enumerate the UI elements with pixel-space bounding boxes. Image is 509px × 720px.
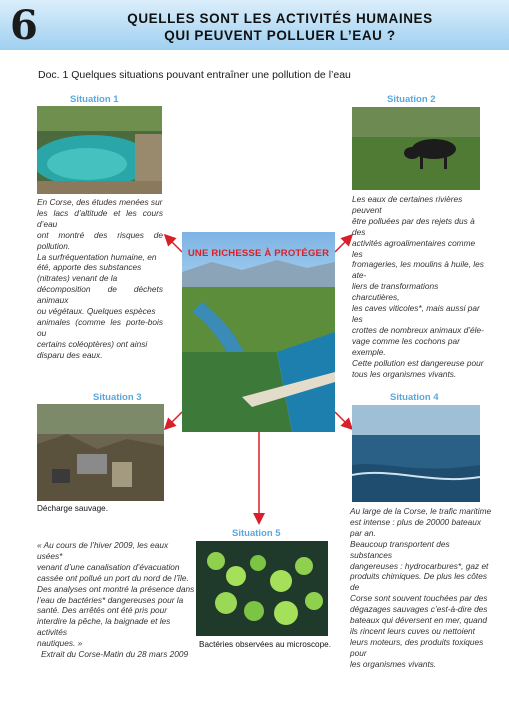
situation-5-label: Situation 5 <box>232 528 281 539</box>
situation-2-text: Les eaux de certaines rivières peuvent être polluées par des rejets dus à des activités agroalimentaires comme les fromageries, les moulins à huile, les ate- liers de transformations charcutières, les caves viticoles*, mais aussi par les crottes de nombreux animaux d’éle- vage comme les cochons par exemple. Cette pollution est dangereuse pour tous les organismes vivants. <box>352 194 484 379</box>
chapter-number: 6 <box>10 2 38 49</box>
situation-4-text: Au large de la Corse, le trafic maritime est intense : plus de 20000 bateaux par an. Beaucoup transportent des substances dangereuses : hydrocarbures*, gaz et produits chimiques. De plus les côtes de Corse sont souvent touchées par des dégazages sauvages c’est-à-dire des bateaux qui déversent en mer, quand ils rincent leurs cuves ou nettoient leurs moteurs, des produits toxiques pour les organismes vivants. <box>350 506 492 669</box>
aerial-landscape-illustration <box>182 232 335 432</box>
situation-2-photo-pig <box>352 107 480 190</box>
doc-title: Doc. 1 Quelques situations pouvant entraîner une pollution de l’eau <box>38 69 351 81</box>
situation-4-photo-sea <box>352 405 480 502</box>
situation-3-label: Situation 3 <box>93 392 142 403</box>
situation-4-label: Situation 4 <box>390 392 439 403</box>
center-title: UNE RICHESSE À PROTÉGER <box>187 248 330 259</box>
situation-1-label: Situation 1 <box>70 94 119 105</box>
quote-source: Extrait du Corse-Matin du 28 mars 2009 <box>41 649 189 660</box>
page-title-line1: QUELLES SONT LES ACTIVITÉS HUMAINES <box>127 11 433 26</box>
page-title <box>70 10 490 44</box>
situation-2-label: Situation 2 <box>387 94 436 105</box>
situation-5-photo-bacteria <box>196 541 328 636</box>
arrow-situation-1 <box>166 236 182 252</box>
situation-1-text: En Corse, des études menées sur les lacs d’altitude et les cours d’eau ont montré des risques de pollution. La surfréquentation humaine, en été, apporte des substances (nitrates) venant de la décomposition de déchets animaux ou végétaux. Quelques espèces animales (comme les porte-bois ou certains coléoptères) ont ainsi disparu des eaux. <box>37 197 163 360</box>
situation-1-photo-lake <box>37 106 162 194</box>
arrow-situation-2 <box>335 236 351 252</box>
chapter-header <box>0 0 509 50</box>
situation-3-photo-dump <box>37 404 164 501</box>
arrow-situation-3 <box>166 412 182 428</box>
situation-5-caption: Bactéries observées au microscope. <box>199 640 331 649</box>
newspaper-quote: « Au cours de l’hiver 2009, les eaux usées* venant d’une canalisation d’évacuation cassée ont pollué un port du nord de l’île. Des analyses ont montré la présence dans l’eau de bactéries* dangereuses pour la santé. Des arrêtés ont été pris pour interdire la pêche, la baignade et les activités nautiques. » Extrait du Corse-Matin du 28 mars 2009 <box>37 540 195 660</box>
center-cover-image <box>182 232 335 432</box>
page-title-line2: QUI PEUVENT POLLUER L’EAU ? <box>164 28 396 43</box>
situation-3-caption: Décharge sauvage. <box>37 504 109 513</box>
arrow-situation-4 <box>335 412 351 428</box>
